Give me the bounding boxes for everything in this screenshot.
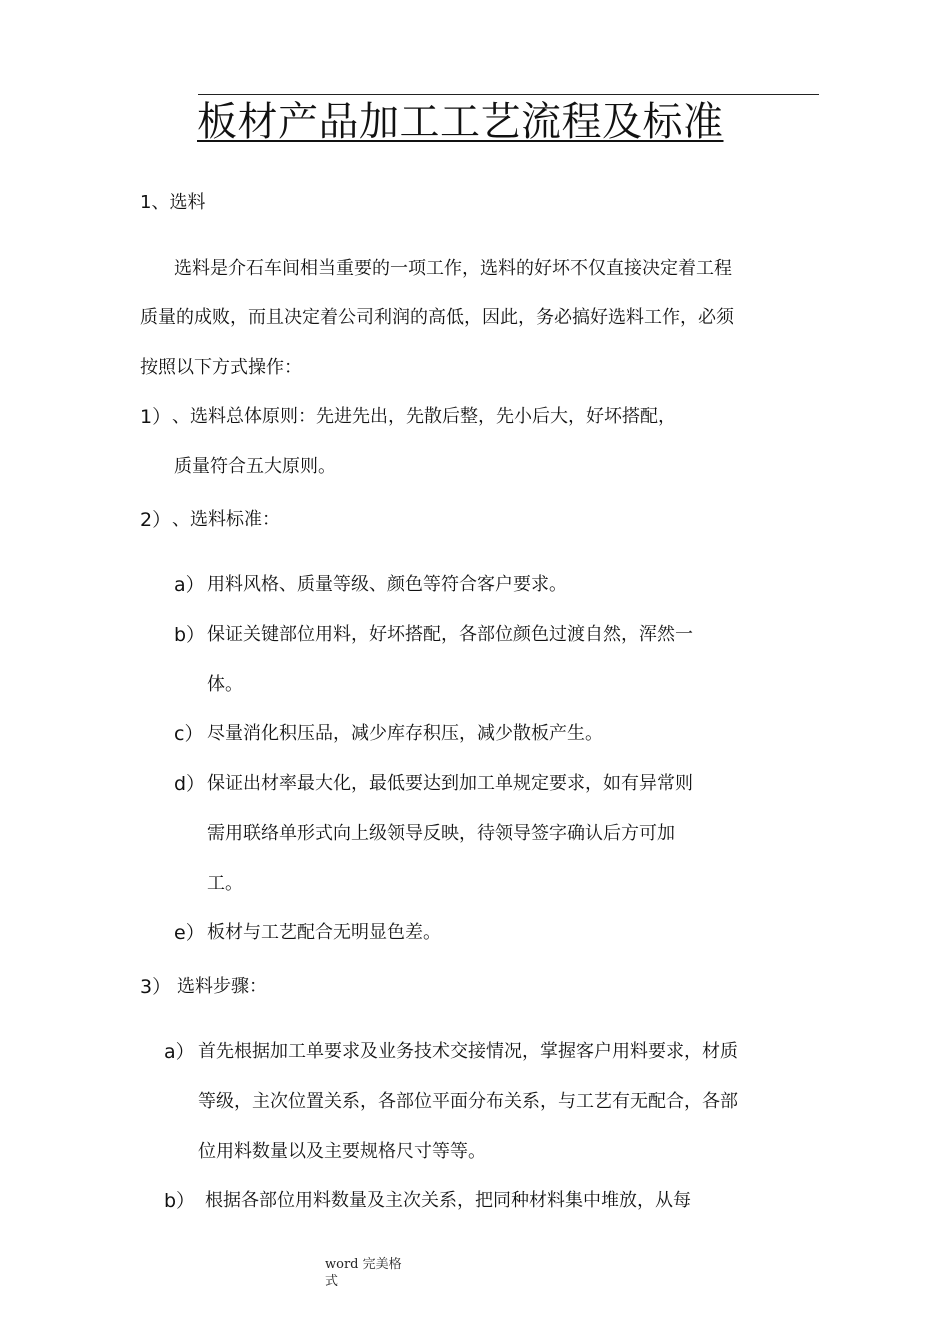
sub-item-line: 工。 [207,873,243,894]
sub-marker: e） [174,922,205,944]
sub-marker: c） [174,723,204,745]
sub-item-line: 板材与工艺配合无明显色差。 [207,922,441,943]
sub-marker: a） [164,1041,195,1063]
sub-item-line: 保证出材率最大化，最低要达到加工单规定要求，如有异常则 [207,773,693,794]
sub-item-line: 尽量消化积压品，减少库存积压，减少散板产生。 [207,723,603,744]
sub-item-line: 等级，主次位置关系，各部位平面分布关系，与工艺有无配合，各部 [198,1091,738,1112]
sub-marker: b） [174,624,206,646]
document-title: 板材产品加工工艺流程及标准 [197,99,724,145]
sub-item-line: 位用料数量以及主要规格尺寸等等。 [198,1141,486,1162]
list-marker: 1） [140,406,172,428]
list-item-line: 、选料总体原则：先进先出，先散后整，先小后大，好坏搭配， [172,406,676,427]
list-item-line: 质量符合五大原则。 [174,456,336,477]
section-heading: 1、选料 [140,192,206,213]
sub-item-line: 用料风格、质量等级、颜色等符合客户要求。 [207,574,567,595]
list-marker: 3） [140,976,172,998]
list-item-heading: 选料步骤： [177,976,267,997]
sub-item-line: 根据各部位用料数量及主次关系，把同种材料集中堆放，从每 [205,1190,691,1211]
header-rule [198,94,819,95]
paragraph-line: 质量的成败，而且决定着公司利润的高低，因此，务必搞好选料工作，必须 [140,307,734,328]
sub-marker: b） [164,1190,196,1212]
footer-line: 式 [325,1274,339,1289]
sub-marker: a） [174,574,205,596]
sub-item-line: 体。 [207,674,243,695]
sub-marker: d） [174,773,206,795]
list-item-heading: 、选料标准： [172,509,280,530]
sub-item-line: 首先根据加工单要求及业务技术交接情况，掌握客户用料要求，材质 [198,1041,738,1062]
list-marker: 2） [140,509,172,531]
page-footer [325,1256,402,1290]
paragraph-line: 选料是介石车间相当重要的一项工作，选料的好坏不仅直接决定着工程 [174,258,732,279]
paragraph-line: 按照以下方式操作： [140,357,302,378]
sub-item-line: 保证关键部位用料，好坏搭配，各部位颜色过渡自然，浑然一 [207,624,693,645]
footer-line: word 完美格 [325,1257,402,1272]
sub-item-line: 需用联络单形式向上级领导反映，待领导签字确认后方可加 [207,823,675,844]
